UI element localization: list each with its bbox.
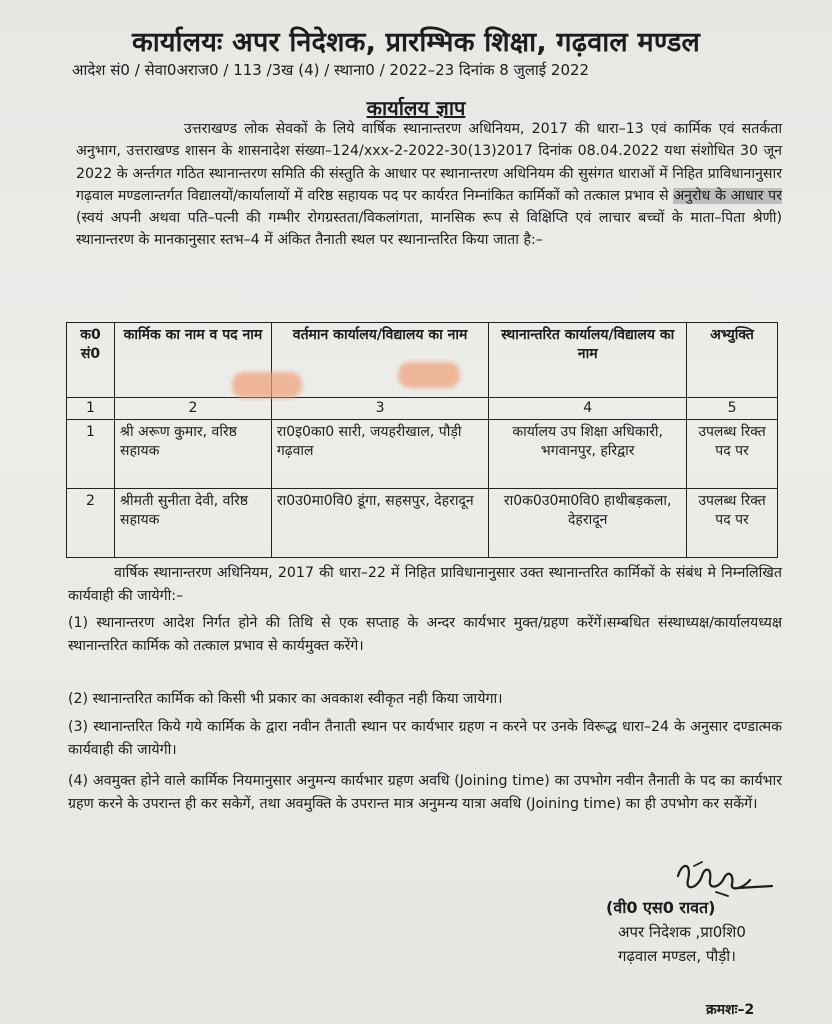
column-number-row [67,398,778,420]
order-paragraph [76,118,782,252]
cell-remark: उपलब्ध रिक्त पद पर [687,489,778,558]
continued-marker: क्रमशः–2 [706,1002,755,1018]
instruction-item-1: (1) स्थानान्तरण आदेश निर्गत होने की तिथि से एक सप्ताह के अन्दर कार्यभार मुक्त/ग्रहण करेंगें।सम्बधित संस्थाध्यक्ष/कार्यालयध्यक्ष स्थानान्तरित कार्मिक को तत्काल प्रभाव से कार्यमुक्त करेंगे। [68,615,782,654]
column-number: 3 [271,398,488,420]
paragraph-text-end: (स्वयं अपनी अथवा पति–पत्नी की गम्भीर रोगग्रस्तता/विकलांगता, मानसिक रूप से विक्षिप्ति एवं लाचार बच्चों के माता–पिता श्रेणी) स्थानान्तरण के मानकानुसार स्तभ–4 में अंकित तैनाती स्थल पर स्थानान्तरित किया जाता है:– [76,210,782,249]
instruction-item-3: (3) स्थानान्तरित किये गये कार्मिक के द्वारा नवीन तैनाती स्थान पर कार्यभार ग्रहण न करने पर उनके विरूद्ध धारा–24 के अनुसार दण्डात्मक कार्यवाही की जायेगी। [68,719,782,758]
header-current-office: वर्तमान कार्यालय/विद्यालय का नाम [271,323,488,398]
cell-employee-name: श्रीमती सुनीता देवी, वरिष्ठ सहायक [115,489,272,558]
column-number: 2 [115,398,272,420]
office-title: कार्यालयः अपर निदेशक, प्रारम्भिक शिक्षा, गढ़वाल मण्डल [131,27,701,58]
table-row [67,489,778,558]
instruction-item-2: (2) स्थानान्तरित कार्मिक को किसी भी प्रकार का अवकाश स्वीकृत नही किया जायेगा। [68,691,503,707]
cell-current-office: रा0उ0मा0वि0 डूंगा, सहसपुर, देहरादून [271,489,488,558]
column-number: 4 [489,398,687,420]
cell-transferred-office: रा0क0उ0मा0वि0 हाथीबड़कला, देहरादून [489,489,687,558]
instructions-intro [68,562,782,607]
memo-heading [0,94,832,121]
cell-remark: उपलब्ध रिक्त पद पर [687,420,778,489]
cell-transferred-office: कार्यालय उप शिक्षा अधिकारी, भगवानपुर, हरिद्वार [489,420,687,489]
cell-current-office: रा0इ0का0 सारी, जयहरीखाल, पौड़ी गढ़वाल [271,420,488,489]
cell-employee-name: श्री अरूण कुमार, वरिष्ठ सहायक [115,420,272,489]
smudge-mark [232,372,302,398]
instructions-intro-text: वार्षिक स्थानान्तरण अधिनियम, 2017 की धारा–22 में निहित प्राविधानानुसार उक्त स्थानान्तरित कार्मिकों के संबंध मे निम्नलिखित कार्यवाही की जायेगी:– [68,565,782,604]
highlighted-text: अनुरोध के आधार पर [673,187,782,204]
column-number: 5 [687,398,778,420]
signatory-office: गढ़वाल मण्डल, पौड़ी। [618,947,736,965]
header-remark: अभ्युक्ति [687,323,778,398]
order-number-line: आदेश सं0 / सेवा0अराज0 / 113 /3ख (4) / स्थाना0 / 2022–23 दिनांक 8 जुलाई 2022 [72,61,590,79]
paragraph-text-start: उत्तराखण्ड लोक सेवकों के लिये वार्षिक स्थानान्तरण अधिनियम, 2017 की धारा–13 एवं कार्मिक एवं सतर्कता अनुभाग, उत्तराखण्ड शासन के शासनादेश संख्या–124/xxx-2-2022-30(13)2017 दिनांक 08.04.2022 यथा संशोधित 30 जून 2022 के अर्न्तगत गठित स्थानान्तरण समिति की संस्तुति के आधार पर स्थानान्तरण अधिनियम की सुसंगत धाराओं में निहित प्राविधानानुसार गढ़वाल मण्डलान्तर्गत विद्यालयों/कार्यालायों में वरिष्ठ सहायक पद पर कार्यरत निम्नांकित कार्मिकों को तत्काल प्रभाव से [76,121,782,204]
cell-serial: 1 [67,420,115,489]
header-transferred-office: स्थानान्तरित कार्यालय/विद्यालय का नाम [489,323,687,398]
signatory-name: (वी0 एस0 रावत) [606,898,716,917]
memo-heading-text: कार्यालय ज्ञाप [366,96,466,120]
signatory-designation: अपर निदेशक ,प्रा0शि0 [618,923,746,941]
header-serial: क0 सं0 [67,323,115,398]
header-employee-name: कार्मिक का नाम व पद नाम [115,323,272,398]
signatory-block [596,896,796,968]
table-row [67,420,778,489]
transfer-table [66,322,778,558]
smudge-mark [398,362,460,388]
column-number: 1 [67,398,115,420]
cell-serial: 2 [67,489,115,558]
instruction-item-4: (4) अवमुक्त होने वाले कार्मिक नियमानुसार अनुमन्य कार्यभार ग्रहण अवधि (Joining time) का उपभोग नवीन तैनाती के पद का कार्यभार ग्रहण करने के उपरान्त ही कर सकेगें, तथा अवमुक्ति के उपरान्त मात्र अनुमन्य यात्रा अवधि (Joining time) का ही उपभोग कर सकेंगें। [68,773,782,812]
